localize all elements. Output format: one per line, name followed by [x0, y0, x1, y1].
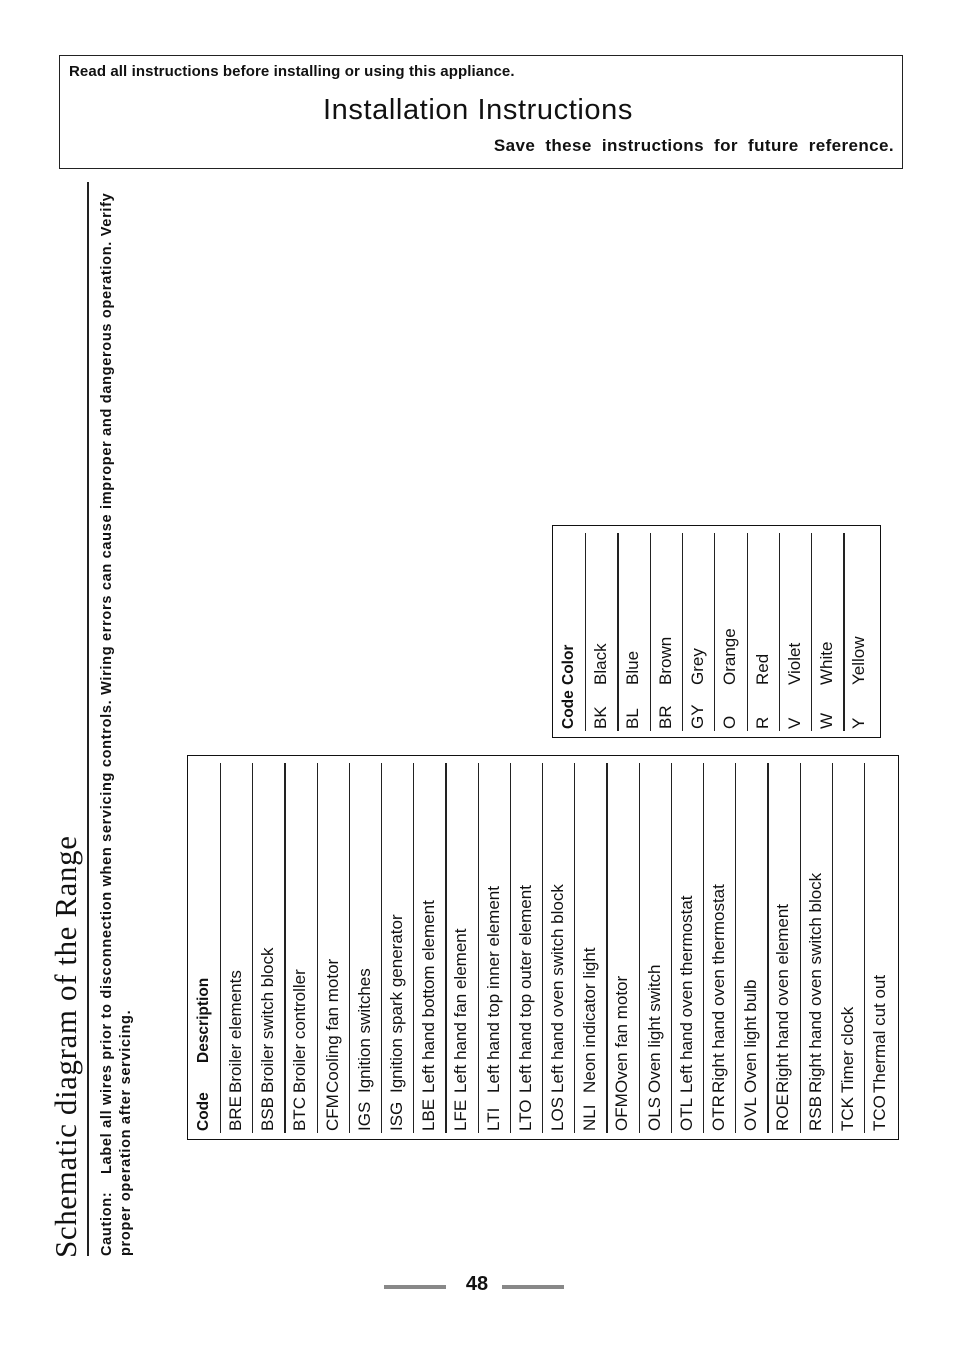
- component-code: LFE: [451, 1099, 471, 1131]
- color-name: Orange: [720, 628, 740, 685]
- table-row: [811, 642, 843, 729]
- color-name: Red: [752, 653, 772, 685]
- table-row: [682, 648, 714, 729]
- caution-text: Label all wires prior to disconnection when servicing controls. Wiring errors can cause improper and dangerous operation. Verify proper operation after servicing.: [99, 192, 134, 1256]
- component-description: Oven light bulb: [741, 979, 761, 1093]
- table-row: [252, 948, 284, 1132]
- color-header: Color: [560, 644, 577, 685]
- rotated-panel: [48, 180, 914, 1260]
- read-instructions-notice: Read all instructions before installing or using this appliance.: [69, 63, 515, 80]
- component-description: Ignition switches: [354, 968, 374, 1093]
- description-header: Description: [195, 977, 212, 1063]
- component-code: OTR: [709, 1095, 728, 1131]
- component-description: Broiler elements: [226, 970, 245, 1093]
- code-header: Code: [560, 690, 577, 729]
- component-description: Timer clock: [837, 1006, 857, 1093]
- component-code: TCO: [870, 1095, 889, 1131]
- color-code: BK: [591, 706, 610, 729]
- footer-bar-right: [502, 1285, 564, 1289]
- table-row: [650, 637, 682, 729]
- table-row: [381, 914, 413, 1131]
- component-code: LTO: [515, 1099, 535, 1131]
- color-code: V: [784, 717, 804, 729]
- table-row: [478, 886, 510, 1131]
- section-title: Schematic diagram of the Range: [48, 835, 83, 1258]
- caution-note: [98, 181, 136, 1256]
- component-code: ROE: [773, 1094, 793, 1131]
- table-row: [639, 965, 671, 1132]
- table-row: [671, 895, 703, 1131]
- page-subtitle: Save these instructions for future reference.: [493, 136, 894, 155]
- color-code: BL: [623, 708, 643, 729]
- page-number: 48: [465, 1273, 489, 1295]
- table-row: [843, 636, 875, 729]
- table-row: [510, 885, 542, 1131]
- component-description: Right hand oven thermostat: [709, 884, 728, 1093]
- component-code: TCK: [837, 1097, 857, 1131]
- component-description: Thermal cut out: [870, 974, 889, 1093]
- table-row: [703, 884, 735, 1131]
- component-code: OFM: [612, 1093, 632, 1131]
- component-description: Neon indicator light: [580, 947, 600, 1093]
- component-code-table: [187, 755, 899, 1140]
- table-row: [747, 654, 779, 729]
- color-name: White: [817, 641, 837, 685]
- table-row: [585, 643, 617, 729]
- component-description: Left hand top outer element: [515, 885, 535, 1093]
- table-row: [542, 884, 574, 1131]
- component-code: BTC: [290, 1097, 310, 1131]
- component-description: Oven fan motor: [612, 975, 632, 1093]
- color-name: Brown: [655, 636, 675, 685]
- component-description: Left hand oven switch block: [548, 884, 567, 1093]
- table-row: [413, 900, 445, 1131]
- color-code: BR: [655, 705, 675, 729]
- header-box: [59, 55, 903, 169]
- component-description: Left hand oven thermostat: [676, 895, 696, 1093]
- table-row: [574, 947, 606, 1131]
- color-code: Y: [849, 717, 869, 729]
- component-code: OLS: [644, 1096, 664, 1131]
- component-code: ISG: [387, 1101, 406, 1131]
- component-code: LTI: [483, 1107, 503, 1131]
- table-row: [317, 959, 349, 1131]
- component-description: Oven light switch: [644, 964, 664, 1093]
- component-description: Cooling fan motor: [322, 958, 342, 1093]
- color-code: O: [720, 715, 740, 729]
- color-code: W: [817, 712, 837, 729]
- component-code: OVL: [741, 1096, 761, 1131]
- color-code: R: [752, 716, 772, 729]
- footer-bar-left: [384, 1285, 446, 1289]
- table-row: [220, 970, 252, 1131]
- component-description: Right hand oven element: [773, 903, 793, 1093]
- table-row: [864, 975, 896, 1131]
- component-code: RSB: [805, 1096, 825, 1131]
- component-code: NLI: [580, 1104, 600, 1131]
- table-row: [617, 651, 649, 729]
- table-header: [188, 978, 220, 1131]
- table-header: [553, 645, 585, 729]
- table-row: [767, 904, 799, 1131]
- table-row: [714, 628, 746, 729]
- component-code: BRE: [226, 1096, 245, 1131]
- color-name: Blue: [623, 650, 643, 685]
- table-row: [445, 929, 477, 1131]
- component-description: Broiler switch block: [258, 947, 278, 1093]
- color-name: Violet: [784, 642, 804, 685]
- page-title: Installation Instructions: [323, 94, 633, 126]
- caution-label: Caution:: [99, 1191, 115, 1256]
- wire-color-table: [552, 525, 881, 738]
- component-code: CFM: [322, 1094, 342, 1131]
- color-name: Yellow: [849, 636, 869, 685]
- table-row: [779, 643, 811, 729]
- table-row: [735, 980, 767, 1131]
- table-row: [800, 873, 832, 1131]
- component-code: IGS: [354, 1101, 374, 1131]
- component-description: Left hand fan element: [451, 928, 471, 1093]
- table-row: [284, 969, 316, 1131]
- component-description: Ignition spark generator: [387, 914, 406, 1093]
- component-description: Broiler controller: [290, 969, 310, 1093]
- table-row: [832, 1007, 864, 1131]
- component-code: BSB: [258, 1096, 278, 1131]
- code-header: Code: [195, 1092, 212, 1131]
- color-name: Black: [591, 643, 610, 685]
- component-description: Right hand oven switch block: [805, 872, 825, 1093]
- color-name: Grey: [687, 648, 707, 685]
- component-description: Left hand top inner element: [483, 886, 503, 1093]
- component-code: LOS: [548, 1096, 567, 1131]
- component-code: LBE: [419, 1098, 439, 1131]
- table-row: [606, 976, 638, 1131]
- color-code: GY: [687, 704, 707, 729]
- component-code: OTL: [676, 1097, 696, 1131]
- table-row: [349, 968, 381, 1131]
- component-description: Left hand bottom element: [419, 900, 439, 1093]
